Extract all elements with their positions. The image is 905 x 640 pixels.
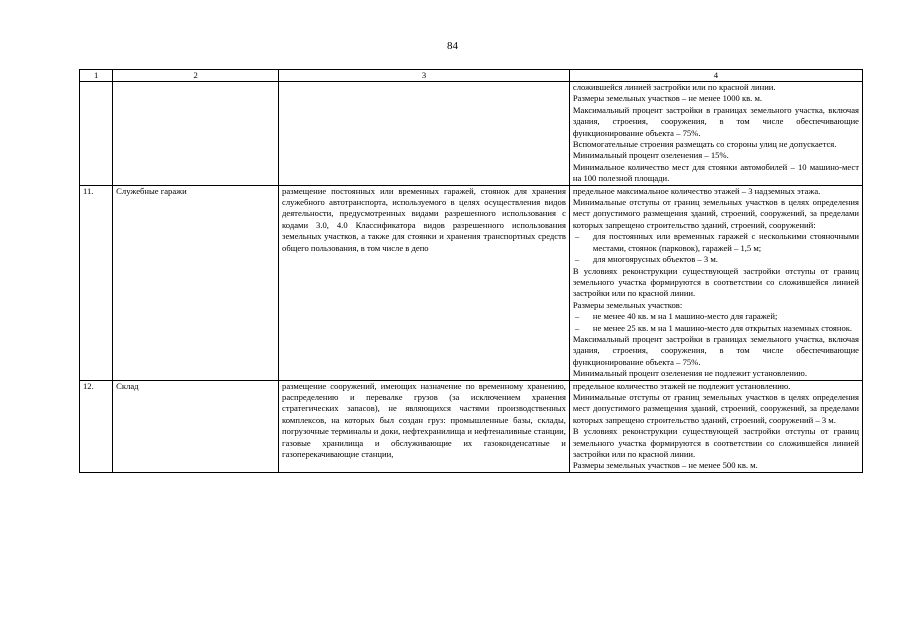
use-name-cell: Служебные гаражи: [113, 185, 279, 380]
dash-marker: –: [574, 311, 580, 322]
table-row-11: [80, 185, 863, 380]
header-cell-1: 1: [80, 70, 113, 82]
param-text: В условиях реконструкции существующей застройки отступы от границ земельного участка формируются в соответствии со сложившейся линией застройки или по красной линии.: [572, 265, 859, 299]
zoning-table: [79, 69, 863, 473]
dash-list-item: [573, 311, 859, 322]
param-text: предельное максимальное количество этажей – 3 надземных этажа.: [572, 185, 821, 196]
table-row-12: [80, 380, 863, 472]
dash-marker: –: [574, 254, 580, 265]
dash-list-item: [573, 323, 859, 334]
dash-text: для многоярусных объектов – 3 м.: [592, 254, 718, 265]
dash-text: не менее 40 кв. м на 1 машино-место для гаражей;: [592, 311, 778, 322]
parameters-cell: [569, 380, 862, 472]
dash-text: не менее 25 кв. м на 1 машино-место для открытых наземных стоянок.: [592, 322, 853, 333]
use-description-cell: [279, 380, 570, 472]
row-number-cell: 11.: [80, 185, 113, 380]
description-text: размещение сооружений, имеющих назначение по временному хранению, распределению и перевалке грузов (за исключением хранения стратегических запасов), не являющихся частями производственных комплексов, на которых был создан груз: промышленные базы, склады, погрузочные терминалы и доки, нефтехранилища и нефтеналивные станции, газовые хранилища и обслуживающие их газоконденсатные и газоперекачивающие станции,: [282, 380, 566, 459]
dash-text: для постоянных или временных гаражей с несколькими стояночными местами, стоянок (парковок), гаражей – 1,5 м;: [592, 231, 859, 253]
param-text: Минимальные отступы от границ земельных участков в целях определения мест допустимого размещения зданий, строений, сооружений, за пределами которых запрещено строительство зданий, строений, сооружений – 3 м.: [572, 391, 859, 425]
param-text: предельное количество этажей не подлежит установлению.: [572, 380, 791, 391]
use-description-cell: [279, 185, 570, 380]
use-name-cell: [113, 82, 279, 186]
row-number-cell: [80, 82, 113, 186]
table-row-continued: [80, 82, 863, 186]
param-text: Максимальный процент застройки в границах земельного участка, включая здания, строения, сооружения, в том числе обеспечивающие функционирование объекта – 75%.: [572, 333, 859, 367]
param-text: Размеры земельных участков – не менее 1000 кв. м.: [572, 93, 763, 104]
param-text: В условиях реконструкции существующей застройки отступы от границ земельного участка формируются в соответствии со сложившейся линией застройки или по красной линии.: [572, 426, 859, 459]
use-name-cell: Склад: [113, 380, 279, 472]
header-cell-2: 2: [113, 70, 279, 82]
use-description-cell: [279, 82, 570, 186]
dash-list-item: [573, 231, 859, 254]
param-text: Вспомогательные строения размещать со стороны улиц не допускается.: [572, 139, 837, 150]
description-text: размещение постоянных или временных гаражей, стоянок для хранения служебного автотранспорта, используемого в целях осуществления видов деятельности, предусмотренных видами разрешенного использования с кодами 3.0, 4.0 Классификатора видов разрешенного использования земельных участков, а также для стоянки и хранения транспортных средств общего пользования, в том числе в депо: [282, 185, 566, 253]
param-text: Минимальное количество мест для стоянки автомобилей – 10 машино-мест на 100 полезной площади.: [572, 161, 859, 184]
dash-marker: –: [574, 231, 580, 242]
param-text: Минимальные отступы от границ земельных участков в целях определения мест допустимого размещения зданий, строений, сооружений, за пределами которых запрещено строительство зданий, строений, сооружений:: [572, 197, 859, 230]
parameters-cell: [569, 82, 862, 186]
table-header-row: [80, 70, 863, 82]
row-number-cell: 12.: [80, 380, 113, 472]
param-text: Минимальный процент озеленения не подлежит установлению.: [572, 368, 807, 379]
header-cell-4: 4: [569, 70, 862, 82]
parameters-cell: [569, 185, 862, 380]
param-text: Максимальный процент застройки в границах земельного участка, включая здания, строения, сооружения, в том числе обеспечивающие функционирование объекта – 75%.: [572, 104, 859, 138]
param-text: Минимальный процент озеленения – 15%.: [572, 150, 729, 161]
param-text: Размеры земельных участков:: [572, 299, 683, 310]
page-number: 84: [447, 40, 458, 52]
dash-marker: –: [574, 322, 580, 333]
dash-list-item: [573, 254, 859, 265]
param-text: сложившейся линией застройки или по красной линии.: [572, 82, 776, 92]
header-cell-3: 3: [279, 70, 570, 82]
param-text: Размеры земельных участков – не менее 500 кв. м.: [572, 460, 758, 471]
